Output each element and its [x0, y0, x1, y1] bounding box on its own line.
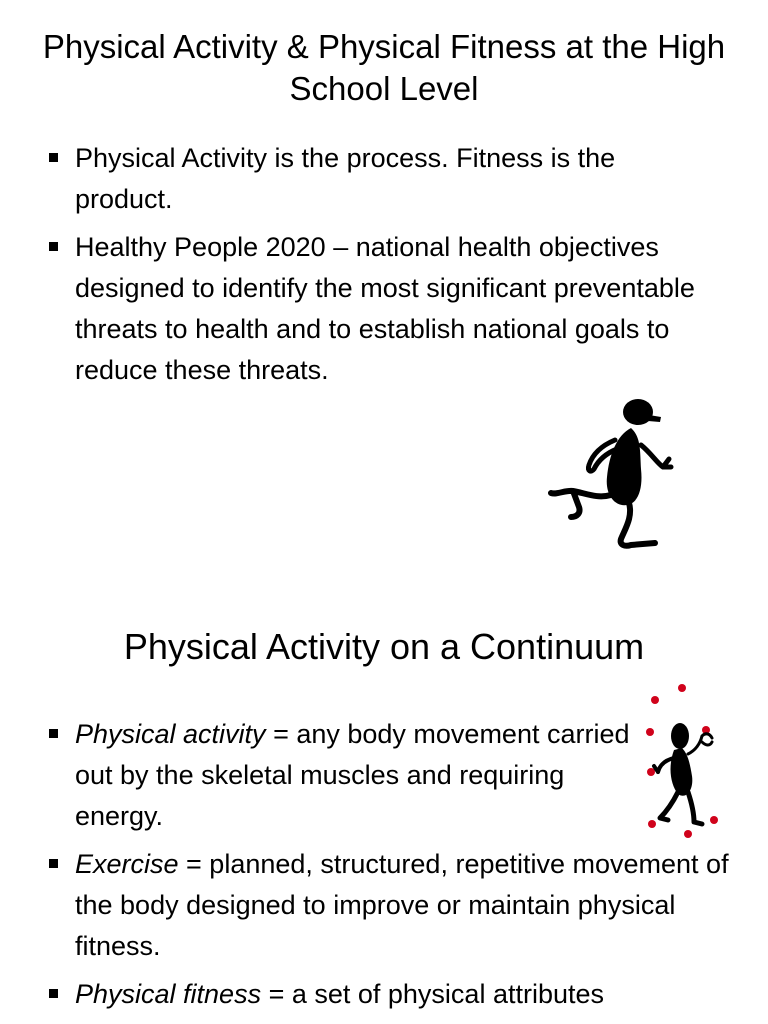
bullet-term: Physical fitness: [75, 979, 262, 1009]
bullet-text: = planned, structured, repetitive movement of the body designed to improve or maintain physical fitness.: [75, 849, 729, 961]
bullet-term: Physical activity: [75, 719, 266, 749]
square-bullet-icon: [49, 989, 58, 998]
bullet-list: [48, 138, 708, 398]
square-bullet-icon: [49, 242, 58, 251]
bullet-term: Exercise: [75, 849, 179, 879]
bullet-item: [48, 974, 748, 1015]
slide-title: Physical Activity & Physical Fitness at the High School Level: [42, 28, 726, 107]
bullet-item: [48, 844, 748, 967]
slide-title: Physical Activity on a Continuum: [123, 626, 645, 667]
running-figure-icon: [545, 395, 680, 555]
bullet-item: [48, 714, 635, 837]
bullet-text: = any body movement carried out by the skeletal muscles and requiring energy.: [75, 719, 630, 831]
bullet-text: = a set of physical attributes: [261, 979, 605, 1009]
juggling-figure-icon: [640, 680, 722, 840]
bullet-text: Healthy People 2020 – national health objectives designed to identify the most significant preventable threats to health and to establish national goals to reduce these threats.: [75, 232, 695, 385]
bullet-item: [48, 138, 708, 220]
square-bullet-icon: [49, 153, 58, 162]
square-bullet-icon: [49, 859, 58, 868]
bullet-item: [48, 227, 708, 391]
square-bullet-icon: [49, 729, 58, 738]
bullet-text: Physical Activity is the process. Fitness is the product.: [75, 143, 616, 214]
slide-2: [0, 580, 768, 1024]
